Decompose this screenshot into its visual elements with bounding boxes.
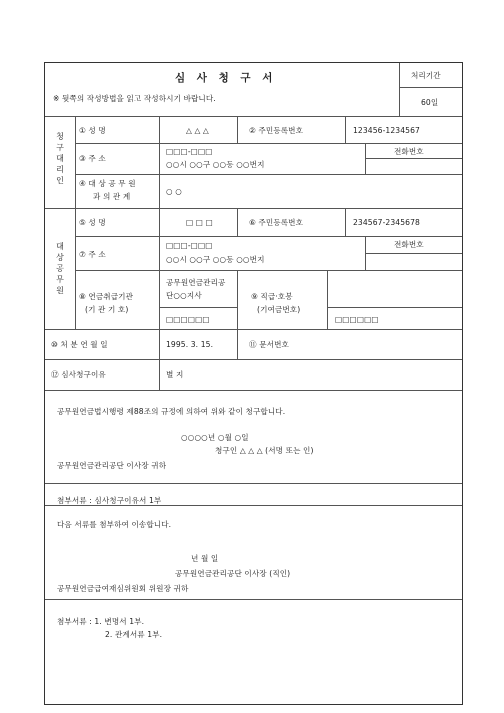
transfer-statement: 다음 서류를 첨부하여 이송합니다. — [57, 520, 172, 529]
request-statement: 공무원연금법시행령 제88조의 규정에 의하여 위와 같이 청구합니다. — [57, 407, 286, 416]
divider — [159, 116, 160, 390]
divider — [45, 390, 462, 391]
agency-label-2: (기 관 기 호) — [85, 305, 129, 314]
attachment-line: 첨부서류 : 심사청구이유서 1부 — [57, 496, 162, 505]
official-address-label: ⑦ 주 소 — [79, 250, 106, 259]
grade-label-2: (기여금번호) — [257, 305, 301, 314]
divider — [237, 329, 238, 359]
divider — [365, 236, 366, 270]
disposition-date-value: 1995. 3. 15. — [166, 340, 214, 349]
official-address-line1: □□□-□□□ — [166, 241, 213, 250]
agency-value-2: 단○○지사 — [166, 291, 202, 300]
divider — [327, 270, 328, 329]
claim-reason-label: ⑫ 심사청구이유 — [51, 370, 106, 379]
official-address-line2: ○○시 ○○구 ○○동 ○○번지 — [166, 255, 265, 264]
divider — [399, 63, 400, 116]
divider — [345, 116, 346, 143]
agent-rrn-label: ② 주민등록번호 — [249, 126, 304, 135]
document-number-label: ⑪ 문서번호 — [249, 340, 289, 349]
divider — [365, 253, 462, 254]
processing-period-label: 처리기간 — [411, 71, 441, 80]
agent-address-label: ③ 주 소 — [79, 154, 106, 163]
request-signer: 청구인 △ △ △ (서명 또는 인) — [215, 446, 314, 455]
divider — [45, 329, 462, 330]
grade-label-1: ⑨ 직급·호봉 — [251, 292, 293, 301]
official-name-value: □ □ □ — [186, 218, 213, 227]
divider — [75, 116, 76, 329]
agent-address-line2: ○○시 ○○구 ○○동 ○○번지 — [166, 160, 265, 169]
transfer-date: 년 월 일 — [191, 554, 219, 563]
official-section-label: 대상공무원 — [56, 242, 64, 295]
divider — [237, 270, 238, 329]
agent-address-line1: □□□-□□□ — [166, 147, 213, 156]
divider — [365, 143, 366, 174]
request-addressee: 공무원연금관리공단 이사장 귀하 — [57, 461, 167, 470]
agent-relation-label-1: ④ 대 상 공 무 원 — [79, 179, 136, 188]
divider — [399, 87, 462, 88]
divider — [159, 307, 237, 308]
attachment-list-line1: 첨부서류 : 1. 변명서 1부. — [57, 617, 145, 626]
divider — [345, 208, 346, 236]
official-rrn-label: ⑥ 주민등록번호 — [249, 218, 304, 227]
agent-phone-label: 전화번호 — [394, 147, 424, 156]
divider — [45, 505, 462, 506]
agency-value-1: 공무원연금관리공 — [166, 278, 226, 287]
divider — [237, 208, 238, 236]
divider — [237, 116, 238, 143]
agent-relation-value: ○ ○ — [166, 187, 182, 196]
transfer-sender: 공무원연금관리공단 이사장 (직인) — [175, 569, 291, 578]
divider — [75, 236, 462, 237]
disposition-date-label: ⑩ 처 분 연 월 일 — [51, 340, 108, 349]
divider — [45, 359, 462, 360]
divider — [75, 143, 462, 144]
official-rrn-value: 234567-2345678 — [353, 218, 420, 227]
agency-label-1: ⑧ 연금취급기관 — [79, 292, 134, 301]
processing-period-value: 60일 — [421, 98, 439, 107]
agent-name-label: ① 성 명 — [79, 126, 106, 135]
attachment-list-line2: 2. 관계서류 1부. — [105, 630, 163, 639]
claim-form — [44, 62, 463, 705]
agent-section-label: 청구대리인 — [56, 132, 64, 185]
divider — [327, 307, 462, 308]
request-date: ○○○○년 ○월 ○일 — [181, 433, 249, 442]
divider — [45, 599, 462, 600]
official-name-label: ⑤ 성 명 — [79, 218, 106, 227]
divider — [45, 483, 462, 484]
claim-reason-value: 별 지 — [166, 370, 184, 379]
transfer-addressee: 공무원연금급여재심위원회 위원장 귀하 — [57, 584, 189, 593]
official-phone-label: 전화번호 — [394, 240, 424, 249]
divider — [75, 270, 462, 271]
divider — [365, 158, 462, 159]
agent-name-value: △ △ △ — [186, 126, 209, 135]
form-title: 심 사 청 구 서 — [175, 72, 277, 84]
divider — [45, 208, 462, 209]
instruction-note: ※ 뒷쪽의 작성방법을 읽고 작성하시기 바랍니다. — [53, 94, 216, 103]
agent-relation-label-2: 과 의 관 계 — [93, 192, 131, 201]
divider — [75, 174, 462, 175]
agent-rrn-value: 123456-1234567 — [353, 126, 420, 135]
grade-code: □□□□□□ — [335, 315, 379, 324]
divider — [45, 116, 462, 117]
agency-code: □□□□□□ — [166, 315, 210, 324]
